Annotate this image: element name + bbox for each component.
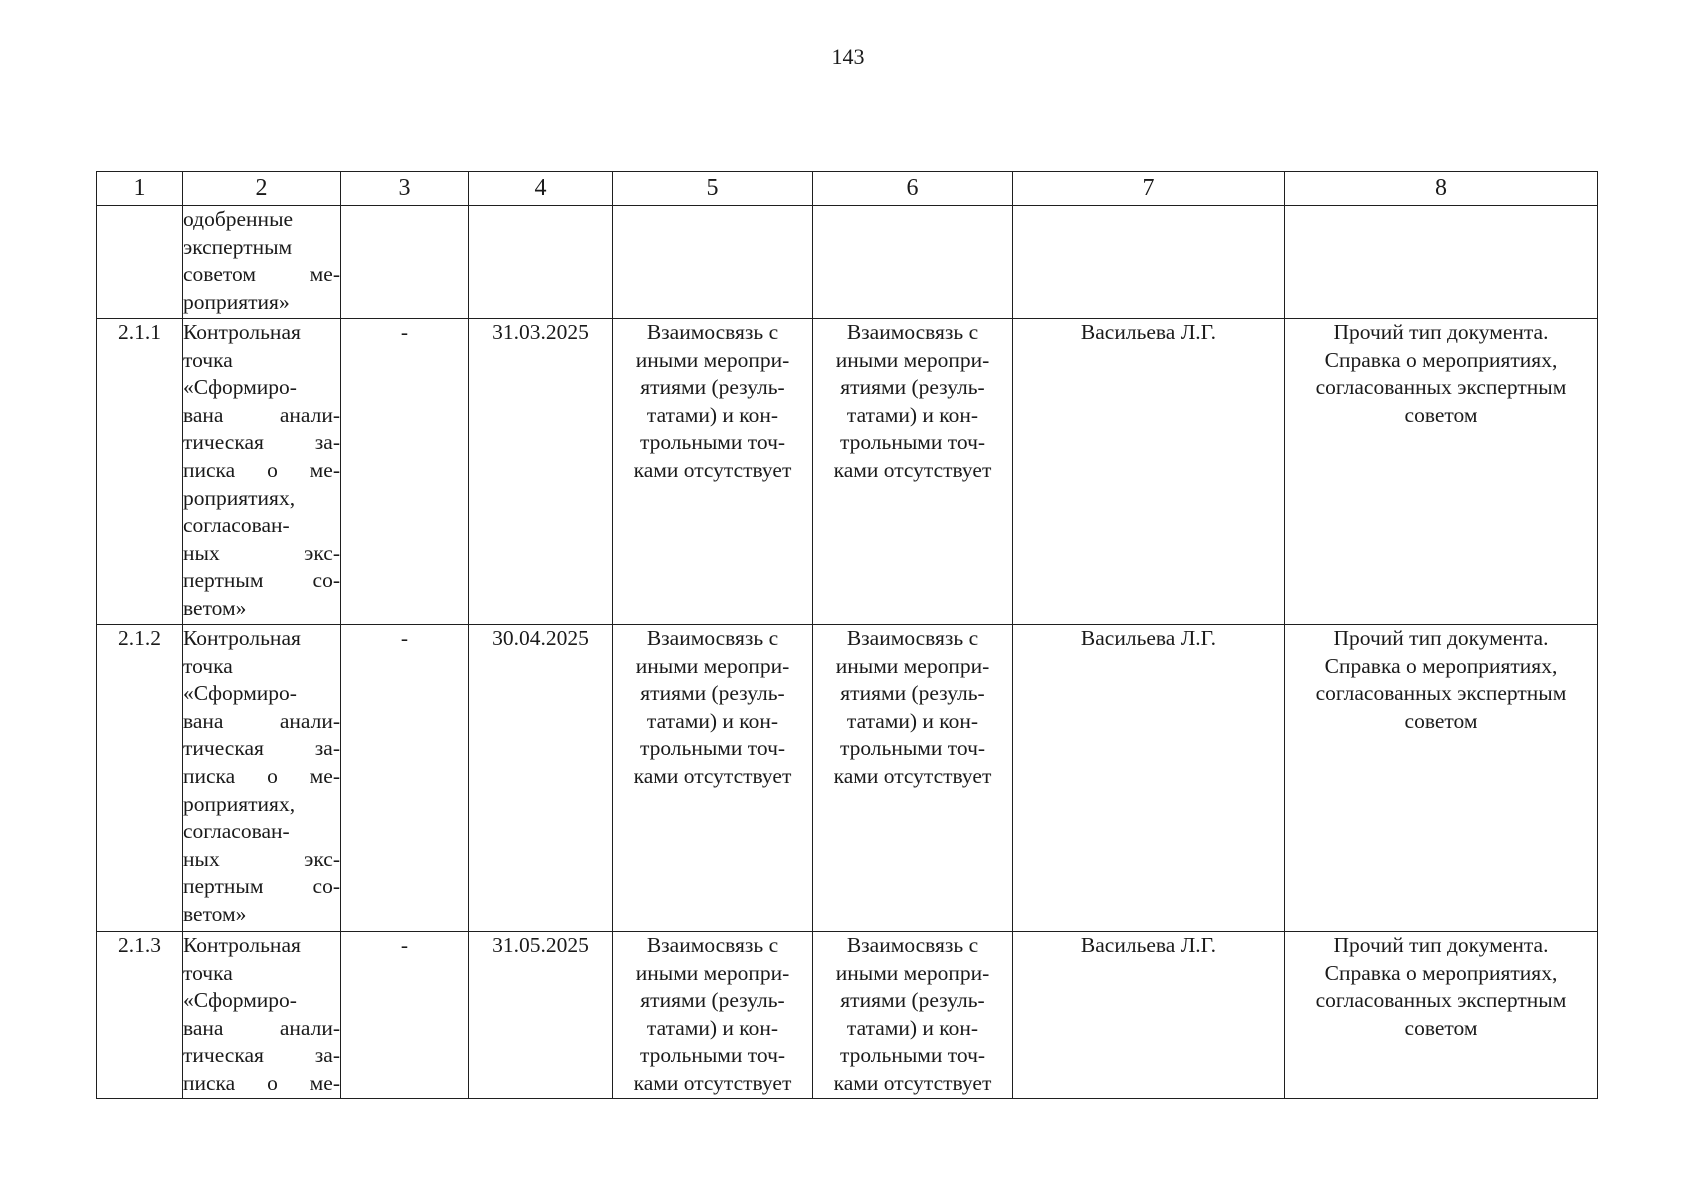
column-header-6: 6 xyxy=(813,172,1013,206)
text-line: татами) и кон- xyxy=(846,708,979,733)
text-line: согласован- xyxy=(183,513,290,538)
text-line: трольными точ- xyxy=(839,430,986,455)
text-line: трольными точ- xyxy=(639,1043,786,1068)
text-line: Взаимосвязь с xyxy=(646,626,779,650)
text-line: трольными точ- xyxy=(639,736,786,761)
text-line: Прочий тип документа. xyxy=(1333,320,1549,344)
control-point-name-cell xyxy=(183,319,341,625)
empty-cell xyxy=(613,206,813,319)
text-line: Справка о мероприятиях, xyxy=(1324,347,1558,372)
page-number: 143 xyxy=(831,44,865,69)
text-line: тическая за- xyxy=(183,430,340,455)
row-number-cell: 2.1.3 xyxy=(97,932,183,1099)
relation-cell xyxy=(813,932,1013,1099)
text-line: Справка о мероприятиях, xyxy=(1324,960,1558,985)
text-line: точка xyxy=(183,653,233,678)
text-line: Взаимосвязь с xyxy=(846,933,979,957)
text-line: одобренные xyxy=(183,207,294,231)
column-number-row xyxy=(97,172,1598,206)
text-line: согласованных экспертным xyxy=(1315,375,1567,400)
text-line: ками отсутствует xyxy=(833,1070,992,1095)
text-line: Взаимосвязь с xyxy=(646,933,779,957)
text-line: ятиями (резуль- xyxy=(840,681,985,706)
text-line: ветом» xyxy=(183,595,247,620)
dash-cell: - xyxy=(341,319,469,625)
relation-cell xyxy=(613,932,813,1099)
text-line: трольными точ- xyxy=(639,430,786,455)
text-line: «Сформиро- xyxy=(183,988,297,1013)
text-line: писка о ме- xyxy=(183,457,340,482)
responsible-cell: Васильева Л.Г. xyxy=(1013,319,1285,625)
relation-cell xyxy=(813,625,1013,932)
control-points-table xyxy=(96,171,1598,1099)
text-line: ятиями (резуль- xyxy=(840,375,985,400)
column-header-2: 2 xyxy=(183,172,341,206)
text-line: ками отсутствует xyxy=(633,457,792,482)
continuation-row xyxy=(97,206,1598,319)
text-line: Прочий тип документа. xyxy=(1333,933,1549,957)
text-line: трольными точ- xyxy=(839,736,986,761)
relation-cell xyxy=(613,319,813,625)
table-row xyxy=(97,319,1598,625)
text-line: иными меропри- xyxy=(835,653,990,678)
relation-cell xyxy=(813,319,1013,625)
text-line: иными меропри- xyxy=(835,347,990,372)
column-header-4: 4 xyxy=(469,172,613,206)
text-line: Взаимосвязь с xyxy=(646,320,779,344)
empty-cell xyxy=(341,206,469,319)
text-line: писка о ме- xyxy=(183,1070,340,1095)
text-line: вана анали- xyxy=(183,708,340,733)
text-line: Контрольная xyxy=(183,933,301,957)
table-row xyxy=(97,625,1598,932)
text-line: иными меропри- xyxy=(635,653,790,678)
text-line: роприятия» xyxy=(183,289,290,314)
empty-cell xyxy=(1013,206,1285,319)
row-number-cell xyxy=(97,206,183,319)
control-point-name-cell xyxy=(183,206,341,319)
text-line: ветом» xyxy=(183,901,247,926)
text-line: трольными точ- xyxy=(839,1043,986,1068)
text-line: согласованных экспертным xyxy=(1315,988,1567,1013)
table-row xyxy=(97,932,1598,1099)
text-line: иными меропри- xyxy=(835,960,990,985)
text-line: ятиями (резуль- xyxy=(640,375,785,400)
text-line: ками отсутствует xyxy=(633,1070,792,1095)
text-line: тическая за- xyxy=(183,736,340,761)
text-line: советом xyxy=(1404,708,1478,733)
text-line: согласованных экспертным xyxy=(1315,681,1567,706)
dash-cell: - xyxy=(341,932,469,1099)
date-cell: 31.03.2025 xyxy=(469,319,613,625)
text-line: ятиями (резуль- xyxy=(640,988,785,1013)
row-number-cell: 2.1.1 xyxy=(97,319,183,625)
empty-cell xyxy=(813,206,1013,319)
text-line: пертным со- xyxy=(183,568,340,593)
date-cell: 31.05.2025 xyxy=(469,932,613,1099)
responsible-cell: Васильева Л.Г. xyxy=(1013,625,1285,932)
row-number-cell: 2.1.2 xyxy=(97,625,183,932)
document-type-cell xyxy=(1285,932,1598,1099)
dash-cell: - xyxy=(341,625,469,932)
text-line: писка о ме- xyxy=(183,763,340,788)
text-line: Справка о мероприятиях, xyxy=(1324,653,1558,678)
text-line: Взаимосвязь с xyxy=(846,626,979,650)
empty-cell xyxy=(469,206,613,319)
text-line: советом xyxy=(1404,402,1478,427)
text-line: ных экс- xyxy=(183,540,340,565)
document-type-cell xyxy=(1285,319,1598,625)
text-line: вана анали- xyxy=(183,1015,340,1040)
text-line: вана анали- xyxy=(183,402,340,427)
text-line: татами) и кон- xyxy=(646,1015,779,1040)
text-line: «Сформиро- xyxy=(183,375,297,400)
column-header-7: 7 xyxy=(1013,172,1285,206)
column-header-1: 1 xyxy=(97,172,183,206)
document-type-cell xyxy=(1285,625,1598,932)
text-line: тическая за- xyxy=(183,1043,340,1068)
text-line: ками отсутствует xyxy=(633,763,792,788)
text-line: татами) и кон- xyxy=(646,402,779,427)
relation-cell xyxy=(613,625,813,932)
column-header-3: 3 xyxy=(341,172,469,206)
date-cell: 30.04.2025 xyxy=(469,625,613,932)
control-point-name-cell xyxy=(183,932,341,1099)
text-line: «Сформиро- xyxy=(183,681,297,706)
column-header-5: 5 xyxy=(613,172,813,206)
text-line: Взаимосвязь с xyxy=(846,320,979,344)
column-header-8: 8 xyxy=(1285,172,1598,206)
text-line: точка xyxy=(183,960,233,985)
text-line: ками отсутствует xyxy=(833,763,992,788)
text-line: пертным со- xyxy=(183,874,340,899)
text-line: роприятиях, xyxy=(183,791,296,816)
text-line: роприятиях, xyxy=(183,485,296,510)
empty-cell xyxy=(1285,206,1598,319)
text-line: татами) и кон- xyxy=(646,708,779,733)
text-line: ками отсутствует xyxy=(833,457,992,482)
text-line: ятиями (резуль- xyxy=(640,681,785,706)
responsible-cell: Васильева Л.Г. xyxy=(1013,932,1285,1099)
text-line: татами) и кон- xyxy=(846,1015,979,1040)
text-line: Прочий тип документа. xyxy=(1333,626,1549,650)
text-line: советом xyxy=(1404,1015,1478,1040)
text-line: ных экс- xyxy=(183,846,340,871)
text-line: татами) и кон- xyxy=(846,402,979,427)
text-line: иными меропри- xyxy=(635,347,790,372)
text-line: Контрольная xyxy=(183,626,301,650)
text-line: иными меропри- xyxy=(635,960,790,985)
text-line: ятиями (резуль- xyxy=(840,988,985,1013)
text-line: экспертным xyxy=(183,234,293,259)
text-line: согласован- xyxy=(183,819,290,844)
control-point-name-cell xyxy=(183,625,341,932)
text-line: точка xyxy=(183,347,233,372)
text-line: советом ме- xyxy=(183,262,340,287)
text-line: Контрольная xyxy=(183,320,301,344)
